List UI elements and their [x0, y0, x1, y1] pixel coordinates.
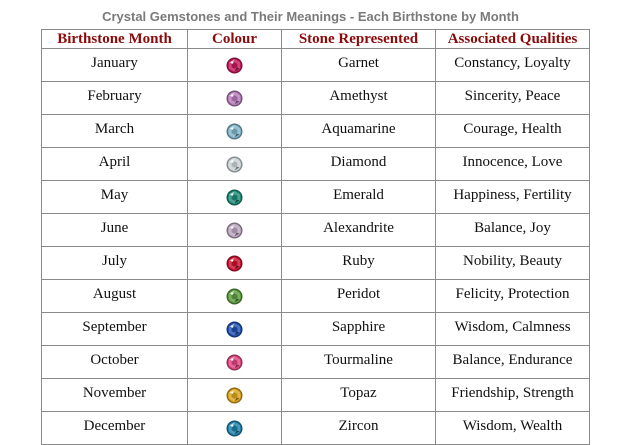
qualities-cell: Felicity, Protection [436, 280, 590, 313]
month-cell: November [42, 379, 188, 412]
diamond-gem-icon [226, 156, 243, 173]
emerald-gem-icon [226, 189, 243, 206]
page-title: Crystal Gemstones and Their Meanings - Each Birthstone by Month [102, 9, 519, 24]
colour-cell [188, 148, 282, 181]
month-cell: April [42, 148, 188, 181]
stone-cell: Amethyst [282, 82, 436, 115]
stone-cell: Peridot [282, 280, 436, 313]
qualities-cell: Nobility, Beauty [436, 247, 590, 280]
month-cell: September [42, 313, 188, 346]
table-row [42, 313, 590, 346]
qualities-cell: Balance, Endurance [436, 346, 590, 379]
stone-cell: Topaz [282, 379, 436, 412]
table-row [42, 346, 590, 379]
month-cell: July [42, 247, 188, 280]
topaz-gem-icon [226, 387, 243, 404]
peridot-gem-icon [226, 288, 243, 305]
month-cell: March [42, 115, 188, 148]
header-associated-qualities: Associated Qualities [436, 30, 590, 49]
stone-cell: Aquamarine [282, 115, 436, 148]
birthstone-table [41, 29, 590, 445]
stone-cell: Alexandrite [282, 214, 436, 247]
aquamarine-gem-icon [226, 123, 243, 140]
stone-cell: Ruby [282, 247, 436, 280]
qualities-cell: Wisdom, Calmness [436, 313, 590, 346]
garnet-gem-icon [226, 57, 243, 74]
stone-cell: Diamond [282, 148, 436, 181]
table-row [42, 280, 590, 313]
header-birthstone-month: Birthstone Month [42, 30, 188, 49]
qualities-cell: Sincerity, Peace [436, 82, 590, 115]
month-cell: January [42, 49, 188, 82]
table-row [42, 115, 590, 148]
qualities-cell: Balance, Joy [436, 214, 590, 247]
colour-cell [188, 49, 282, 82]
table-row [42, 82, 590, 115]
table-row [42, 247, 590, 280]
colour-cell [188, 247, 282, 280]
qualities-cell: Friendship, Strength [436, 379, 590, 412]
colour-cell [188, 82, 282, 115]
stone-cell: Zircon [282, 412, 436, 445]
colour-cell [188, 214, 282, 247]
month-cell: June [42, 214, 188, 247]
header-colour: Colour [188, 30, 282, 49]
table-row [42, 148, 590, 181]
colour-cell [188, 115, 282, 148]
table-row [42, 49, 590, 82]
alexandrite-gem-icon [226, 222, 243, 239]
month-cell: May [42, 181, 188, 214]
qualities-cell: Constancy, Loyalty [436, 49, 590, 82]
month-cell: October [42, 346, 188, 379]
month-cell: December [42, 412, 188, 445]
stone-cell: Tourmaline [282, 346, 436, 379]
ruby-gem-icon [226, 255, 243, 272]
colour-cell [188, 313, 282, 346]
month-cell: August [42, 280, 188, 313]
colour-cell [188, 280, 282, 313]
stone-cell: Emerald [282, 181, 436, 214]
table-header-row [42, 30, 590, 49]
table-row [42, 214, 590, 247]
amethyst-gem-icon [226, 90, 243, 107]
stone-cell: Sapphire [282, 313, 436, 346]
stone-cell: Garnet [282, 49, 436, 82]
qualities-cell: Wisdom, Wealth [436, 412, 590, 445]
month-cell: February [42, 82, 188, 115]
tourmaline-gem-icon [226, 354, 243, 371]
qualities-cell: Innocence, Love [436, 148, 590, 181]
qualities-cell: Happiness, Fertility [436, 181, 590, 214]
colour-cell [188, 181, 282, 214]
table-row [42, 412, 590, 445]
header-stone-represented: Stone Represented [282, 30, 436, 49]
colour-cell [188, 412, 282, 445]
zircon-gem-icon [226, 420, 243, 437]
qualities-cell: Courage, Health [436, 115, 590, 148]
table-row [42, 181, 590, 214]
colour-cell [188, 346, 282, 379]
sapphire-gem-icon [226, 321, 243, 338]
